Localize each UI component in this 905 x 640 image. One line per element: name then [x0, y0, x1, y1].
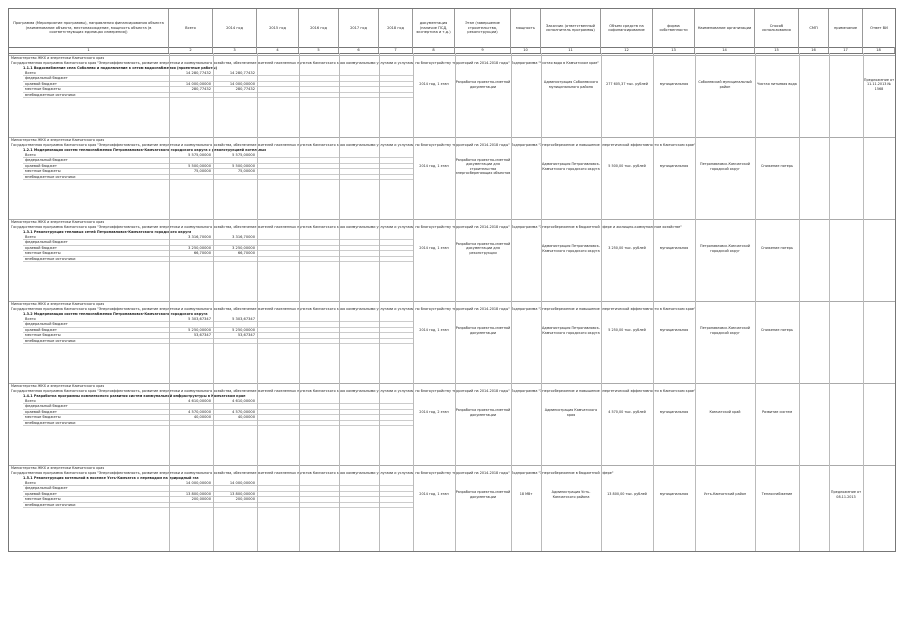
- docs-cell: Разработка проектно-сметной документации: [455, 326, 511, 335]
- column-divider: [799, 53, 800, 551]
- total-value: 5 303,67347: [169, 317, 213, 322]
- column-numbers-row: [9, 47, 895, 54]
- org-cell: Соболевский муниципальный район: [698, 80, 752, 89]
- total-value: 4 570,00000: [169, 410, 213, 415]
- column-divider: [695, 53, 696, 551]
- section-divider: [9, 301, 895, 302]
- empty-year-values: [257, 399, 299, 426]
- year-2014-value: 200,00000: [213, 497, 257, 502]
- share-cell: 4 570,00 тыс. рублей: [608, 410, 646, 415]
- empty-cell: [257, 503, 299, 508]
- column-divider: [299, 53, 300, 551]
- header-2018: 2018 год: [379, 9, 413, 47]
- total-value: 40,00000: [169, 415, 213, 420]
- financing-source: Всего: [23, 71, 169, 76]
- column-number: 2: [169, 47, 213, 53]
- docs-cell: Разработка проектно-сметной документации: [455, 408, 511, 417]
- financing-list: [23, 235, 169, 262]
- financing-source: краевой бюджет: [23, 164, 169, 169]
- total-value: 200,00000: [169, 497, 213, 502]
- column-divider: [339, 53, 340, 551]
- stage-cell: 2014 год, 2 этап: [419, 410, 449, 415]
- column-divider: [213, 53, 214, 551]
- header-smp: СМП: [799, 9, 829, 47]
- customer-cell: Администрация Петропавловск-Камчатского городского округа: [541, 244, 601, 253]
- empty-cell: [379, 93, 413, 98]
- header-form: форма собственности: [653, 9, 695, 47]
- empty-year-values: [257, 481, 299, 508]
- header-2015: 2015 год: [257, 9, 299, 47]
- total-value: 66,70000: [169, 251, 213, 256]
- empty-year-values: [379, 153, 413, 180]
- header-use: Способ использования: [755, 9, 799, 47]
- empty-cell: [339, 257, 379, 262]
- total-values: [169, 71, 213, 98]
- empty-year-values: [257, 153, 299, 180]
- financing-source: местные бюджеты: [23, 333, 169, 338]
- year-2014-value: 5 500,00000: [213, 164, 257, 169]
- column-divider: [601, 53, 602, 551]
- section-divider: [9, 55, 895, 56]
- object-line: 1.3.1 Реконструкция тепловых сетей Петропавловск-Камчатского городского округа: [23, 230, 192, 234]
- year-2014-value: 13 800,00000: [213, 492, 257, 497]
- form-cell: муниципальная: [659, 328, 689, 333]
- financing-source: местные бюджеты: [23, 87, 169, 92]
- year-2014-value: 53,67347: [213, 333, 257, 338]
- object-line: 1.3.2 Модернизация систем теплоснабжения Петропавловск-Камчатского городского округа: [23, 312, 208, 316]
- year-2014-value: [213, 421, 257, 426]
- total-value: 13 800,00000: [169, 492, 213, 497]
- column-number: 1: [9, 47, 169, 53]
- program-line: Государственная программа Камчатского края "Энергоэффективность, развитие энергетики и коммунального хозяйства, обеспечение жителей населенных пунктов Камчатского края коммунальными услугами и услугами по благоустройству территорий на 2014-2018 годы" Подпрограмма "Энергосбережение и повышение энергетической эффективности в Камчатском крае": [11, 389, 696, 393]
- use-cell: Снижение потерь: [760, 164, 794, 169]
- empty-year-values: [299, 235, 339, 262]
- empty-cell: [299, 339, 339, 344]
- financing-source: внебюджетные источники: [23, 257, 169, 262]
- empty-year-values: [257, 317, 299, 344]
- empty-cell: [257, 339, 299, 344]
- empty-year-values: [379, 71, 413, 98]
- year-2014-values: [213, 71, 257, 98]
- total-value: [169, 503, 213, 508]
- answer-cell: [863, 317, 895, 344]
- total-values: [169, 153, 213, 180]
- financing-source: внебюджетные источники: [23, 93, 169, 98]
- financing-source: Всего: [23, 235, 169, 240]
- year-2014-value: 4 610,00000: [213, 399, 257, 404]
- header-power: мощность: [511, 9, 541, 47]
- column-divider: [863, 53, 864, 551]
- financing-source: Всего: [23, 481, 169, 486]
- empty-year-values: [299, 399, 339, 426]
- total-value: 5 575,00000: [169, 153, 213, 158]
- total-value: 14 280,77432: [169, 71, 213, 76]
- docs-cell: Разработка проектно-сметной документации для реконструкции: [455, 241, 511, 255]
- empty-year-values: [379, 235, 413, 262]
- empty-cell: [339, 503, 379, 508]
- power-cell: [511, 317, 541, 344]
- empty-year-values: [339, 317, 379, 344]
- use-cell: Развитие систем: [761, 410, 793, 415]
- total-value: 5 500,00000: [169, 164, 213, 169]
- ministry-line: Министерство ЖКХ и энергетики Камчатского края: [11, 56, 105, 60]
- column-number: 11: [541, 47, 601, 53]
- empty-year-values: [339, 235, 379, 262]
- power-cell: 18 МВт: [519, 492, 533, 497]
- empty-cell: [299, 93, 339, 98]
- header-2017: 2017 год: [339, 9, 379, 47]
- object-line: 1.4.1 Разработка программы комплексного развития систем коммунальной инфраструктуры в Камчатском крае: [23, 394, 246, 398]
- year-2014-value: 14 280,77432: [213, 71, 257, 76]
- program-line: Государственная программа Камчатского края "Энергоэффективность, развитие энергетики и коммунального хозяйства, обеспечение жителей населенных пунктов Камчатского края коммунальными услугами и услугами по благоустройству территорий на 2014-2018 годы" Подпрограмма "Энергосбережение и повышение энергетической эффективности в Камчатском крае": [11, 143, 696, 147]
- header-total: Всего: [169, 9, 213, 47]
- year-2014-value: 3 316,70000: [213, 235, 257, 240]
- financing-source: краевой бюджет: [23, 492, 169, 497]
- financing-source: Всего: [23, 153, 169, 158]
- org-cell: Петропавловск-Камчатский городской округ: [700, 162, 750, 171]
- power-cell: [511, 153, 541, 180]
- empty-year-values: [339, 481, 379, 508]
- column-number: 12: [601, 47, 653, 53]
- empty-year-values: [339, 153, 379, 180]
- empty-cell: [339, 175, 379, 180]
- column-number: 10: [511, 47, 541, 53]
- empty-cell: [379, 503, 413, 508]
- header-customer: Заказчик (ответственный исполнитель программы): [541, 9, 601, 47]
- total-value: [169, 175, 213, 180]
- financing-source: внебюджетные источники: [23, 503, 169, 508]
- use-cell: Теплоснабжение: [761, 492, 793, 497]
- note-cell: [829, 399, 863, 426]
- column-divider: [257, 53, 258, 551]
- empty-cell: [339, 421, 379, 426]
- stage-cell: 2014 год, 1 этап: [419, 82, 449, 87]
- year-2014-value: 4 570,00000: [213, 410, 257, 415]
- empty-year-values: [339, 71, 379, 98]
- header-docs: документация (наличие ПСД, экспертиза и т.д.): [413, 9, 455, 47]
- year-2014-value: [213, 339, 257, 344]
- form-cell: муниципальная: [659, 492, 689, 497]
- org-cell: Усть-Камчатский район: [703, 492, 747, 497]
- ministry-line: Министерство ЖКХ и энергетики Камчатского края: [11, 384, 105, 388]
- empty-cell: [257, 421, 299, 426]
- power-cell: [511, 235, 541, 262]
- column-divider: [755, 53, 756, 551]
- share-cell: 3 250,00 тыс. рублей: [608, 246, 646, 251]
- empty-cell: [257, 93, 299, 98]
- form-cell: муниципальная: [659, 164, 689, 169]
- empty-cell: [339, 93, 379, 98]
- year-2014-values: [213, 481, 257, 508]
- year-2014-value: 5 250,00000: [213, 328, 257, 333]
- docs-cell: Разработка проектно-сметной документации: [455, 490, 511, 499]
- org-cell: Петропавловск-Камчатский городской округ: [700, 244, 750, 253]
- total-value: 3 250,00000: [169, 246, 213, 251]
- year-2014-value: 14 000,00000: [213, 82, 257, 87]
- note-cell: [829, 317, 863, 344]
- customer-cell: Администрация Камчатского края: [544, 408, 598, 417]
- power-cell: [511, 399, 541, 426]
- financing-source: федеральный бюджет: [23, 158, 169, 163]
- header-org: Наименование организации: [695, 9, 755, 47]
- header-2016: 2016 год: [299, 9, 339, 47]
- form-cell: муниципальная: [659, 82, 689, 87]
- total-value: 75,00000: [169, 169, 213, 174]
- empty-cell: [257, 175, 299, 180]
- financing-list: [23, 481, 169, 508]
- empty-cell: [379, 339, 413, 344]
- financing-source: внебюджетные источники: [23, 339, 169, 344]
- customer-cell: Администрация Петропавловск-Камчатского городского округа: [541, 162, 601, 171]
- section-divider: [9, 137, 895, 138]
- year-2014-value: [213, 503, 257, 508]
- financing-source: местные бюджеты: [23, 251, 169, 256]
- financing-source: федеральный бюджет: [23, 404, 169, 409]
- answer-cell: [863, 235, 895, 262]
- column-divider: [541, 53, 542, 551]
- customer-cell: Администрация Усть-Камчатского района: [551, 490, 591, 499]
- financing-list: [23, 71, 169, 98]
- financing-list: [23, 317, 169, 344]
- empty-year-values: [299, 481, 339, 508]
- table-header: [9, 9, 895, 48]
- year-2014-values: [213, 399, 257, 426]
- empty-cell: [299, 257, 339, 262]
- answer-cell: [863, 399, 895, 426]
- year-2014-value: [213, 257, 257, 262]
- total-values: [169, 317, 213, 344]
- year-2014-value: 3 250,00000: [213, 246, 257, 251]
- header-share: Объем средств на софинансирование: [601, 9, 653, 47]
- column-number: 4: [257, 47, 299, 53]
- answer-cell: [863, 481, 895, 508]
- financing-source: местные бюджеты: [23, 497, 169, 502]
- answer-cell: [863, 153, 895, 180]
- column-number: 15: [755, 47, 799, 53]
- year-2014-value: 280,77432: [213, 87, 257, 92]
- total-value: [169, 421, 213, 426]
- financing-source: местные бюджеты: [23, 415, 169, 420]
- share-cell: 5 250,00 тыс. рублей: [608, 328, 646, 333]
- use-cell: Чистая питьевая вода: [757, 82, 797, 87]
- total-value: [169, 339, 213, 344]
- year-2014-values: [213, 235, 257, 262]
- answer-cell: Предложение от 11.11.2013 № 1568: [863, 77, 895, 91]
- column-number: 18: [863, 47, 895, 53]
- financing-list: [23, 153, 169, 180]
- column-number: 17: [829, 47, 863, 53]
- share-cell: 5 500,00 тыс. рублей: [608, 164, 646, 169]
- column-number: 8: [413, 47, 455, 53]
- share-cell: 13 800,00 тыс. рублей: [607, 492, 647, 497]
- share-cell: 277 605,37 тыс. рублей: [606, 82, 648, 87]
- ministry-line: Министерство ЖКХ и энергетики Камчатского края: [11, 138, 105, 142]
- section-divider: [9, 465, 895, 466]
- note-cell: Предложение от 08.11.2013: [830, 490, 862, 499]
- column-number: 3: [213, 47, 257, 53]
- form-cell: муниципальная: [659, 246, 689, 251]
- total-value: 4 610,00000: [169, 399, 213, 404]
- total-value: 53,67347: [169, 333, 213, 338]
- financing-source: Всего: [23, 317, 169, 322]
- program-line: Государственная программа Камчатского края "Энергоэффективность, развитие энергетики и коммунального хозяйства, обеспечение жителей населенных пунктов Камчатского края коммунальными услугами и услугами по благоустройству территорий на 2014-2018 годы" Подпрограмма "Энергосбережение и повышение энергетической эффективности в Камчатском крае": [11, 307, 696, 311]
- empty-year-values: [257, 71, 299, 98]
- empty-year-values: [299, 153, 339, 180]
- column-number: 9: [455, 47, 511, 53]
- column-number: 16: [799, 47, 829, 53]
- customer-cell: Администрация Соболевского муниципального района: [543, 80, 599, 89]
- financing-source: федеральный бюджет: [23, 486, 169, 491]
- org-cell: Камчатский край: [709, 410, 741, 415]
- total-value: 14 000,00000: [169, 82, 213, 87]
- empty-cell: [379, 421, 413, 426]
- year-2014-value: 75,00000: [213, 169, 257, 174]
- empty-cell: [299, 175, 339, 180]
- financing-source: краевой бюджет: [23, 410, 169, 415]
- empty-year-values: [379, 481, 413, 508]
- object-line: 1.2.1 Модернизация систем теплоснабжения Петропавловск-Камчатского городского округа с реконструкцией котельных: [23, 148, 267, 152]
- financing-source: местные бюджеты: [23, 169, 169, 174]
- object-line: 1.5.1 Реконструкция котельной в поселке Усть-Камчатск с переводом на природный газ: [23, 476, 199, 480]
- program-line: Государственная программа Камчатского края "Энергоэффективность, развитие энергетики и коммунального хозяйства, обеспечение жителей населенных пунктов Камчатского края коммунальными услугами и услугами по благоустройству территорий на 2014-2018 годы" Подпрограмма "Энергосбережение в бюджетной сфере": [11, 471, 614, 475]
- empty-year-values: [299, 317, 339, 344]
- empty-cell: [379, 175, 413, 180]
- year-2014-value: [213, 175, 257, 180]
- total-value: 280,77432: [169, 87, 213, 92]
- ministry-line: Министерство ЖКХ и энергетики Камчатского края: [11, 302, 105, 306]
- note-cell: [829, 235, 863, 262]
- total-values: [169, 481, 213, 508]
- year-2014-value: 14 000,00000: [213, 481, 257, 486]
- header-name: Программа (Мероприятие программы), направления финансирования объекта (наименование объекта, местонахождение, мощность объекта (в соответствующих единицах измерения)): [9, 9, 169, 47]
- column-divider: [829, 53, 830, 551]
- financing-source: внебюджетные источники: [23, 175, 169, 180]
- total-value: 14 000,00000: [169, 481, 213, 486]
- section-divider: [9, 219, 895, 220]
- empty-cell: [299, 421, 339, 426]
- column-divider: [653, 53, 654, 551]
- column-divider: [511, 53, 512, 551]
- empty-cell: [257, 257, 299, 262]
- note-cell: [829, 153, 863, 180]
- year-2014-value: 5 303,67347: [213, 317, 257, 322]
- total-value: [169, 93, 213, 98]
- stage-cell: 2014 год, 1 этап: [419, 246, 449, 251]
- financing-source: краевой бюджет: [23, 328, 169, 333]
- empty-cell: [299, 503, 339, 508]
- year-2014-value: 66,70000: [213, 251, 257, 256]
- header-note: примечание: [829, 9, 863, 47]
- year-2014-value: 40,00000: [213, 415, 257, 420]
- financing-source: федеральный бюджет: [23, 322, 169, 327]
- financing-source: краевой бюджет: [23, 246, 169, 251]
- use-cell: Снижение потерь: [760, 246, 794, 251]
- ministry-line: Министерство ЖКХ и энергетики Камчатского края: [11, 466, 105, 470]
- column-divider: [455, 53, 456, 551]
- empty-year-values: [339, 399, 379, 426]
- total-value: [169, 257, 213, 262]
- empty-cell: [339, 339, 379, 344]
- form-cell: муниципальная: [659, 410, 689, 415]
- use-cell: Снижение потерь: [760, 328, 794, 333]
- docs-cell: Разработка проектно-сметной документации: [455, 80, 511, 89]
- year-2014-values: [213, 153, 257, 180]
- header-state: Этап (завершение строительства, реконструкции): [455, 9, 511, 47]
- header-2014: 2014 год: [213, 9, 257, 47]
- empty-year-values: [379, 399, 413, 426]
- financing-source: федеральный бюджет: [23, 240, 169, 245]
- empty-year-values: [257, 235, 299, 262]
- total-values: [169, 235, 213, 262]
- ministry-line: Министерство ЖКХ и энергетики Камчатского края: [11, 220, 105, 224]
- column-divider: [413, 53, 414, 551]
- section-divider: [9, 383, 895, 384]
- total-values: [169, 399, 213, 426]
- total-value: 3 316,70000: [169, 235, 213, 240]
- note-cell: [829, 71, 863, 98]
- stage-cell: 2014 год, 1 этап: [419, 492, 449, 497]
- stage-cell: 2014 год, 1 этап: [419, 164, 449, 169]
- document-sheet: [8, 8, 896, 552]
- empty-year-values: [299, 71, 339, 98]
- column-number: 6: [339, 47, 379, 53]
- year-2014-value: 5 575,00000: [213, 153, 257, 158]
- customer-cell: Администрация Петропавловск-Камчатского городского округа: [541, 326, 601, 335]
- financing-source: федеральный бюджет: [23, 76, 169, 81]
- total-value: 5 250,00000: [169, 328, 213, 333]
- column-number: 5: [299, 47, 339, 53]
- year-2014-value: [213, 93, 257, 98]
- stage-cell: 2014 год, 1 этап: [419, 328, 449, 333]
- program-line: Государственная программа Камчатского края "Энергоэффективность, развитие энергетики и коммунального хозяйства, обеспечение жителей населенных пунктов Камчатского края коммунальными услугами и услугами по благоустройству территорий на 2014-2018 годы" Подпрограмма "Энергосбережение в бюджетной сфере и жилищно-коммунальном хозяйстве": [11, 225, 682, 229]
- empty-year-values: [379, 317, 413, 344]
- header-answer: Ответ ВИ: [870, 25, 888, 30]
- column-divider: [379, 53, 380, 551]
- empty-cell: [379, 257, 413, 262]
- column-number: 7: [379, 47, 413, 53]
- org-cell: Петропавловск-Камчатский городской округ: [700, 326, 750, 335]
- column-divider: [169, 53, 170, 551]
- object-line: 1.1.1 Водоснабжение села Соболево и подключение к сетям водоснабжения (проектные работы): [23, 66, 218, 70]
- financing-source: краевой бюджет: [23, 82, 169, 87]
- program-line: Государственная программа Камчатского края "Энергоэффективность, развитие энергетики и коммунального хозяйства, обеспечение жителей населенных пунктов Камчатского края коммунальными услугами и услугами по благоустройству территорий на 2014-2018 годы" Подпрограмма "Чистая вода в Камчатском крае": [11, 61, 599, 65]
- power-cell: [511, 71, 541, 98]
- column-number: 13: [653, 47, 695, 53]
- financing-source: Всего: [23, 399, 169, 404]
- docs-cell: Разработка проектно-сметной документации для строительства энергосберегающих объектов: [455, 157, 511, 175]
- column-number: 14: [695, 47, 755, 53]
- financing-source: внебюджетные источники: [23, 421, 169, 426]
- year-2014-values: [213, 317, 257, 344]
- financing-list: [23, 399, 169, 426]
